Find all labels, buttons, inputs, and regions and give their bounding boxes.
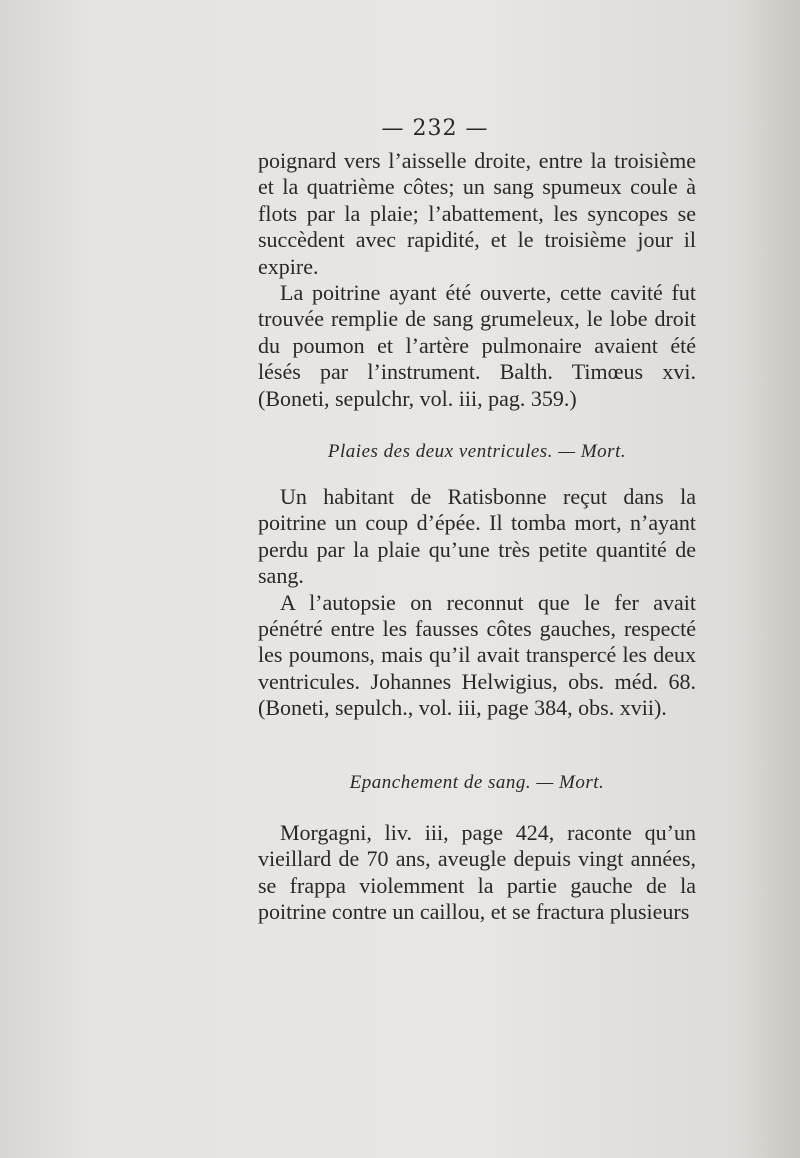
text-block-top xyxy=(258,148,696,412)
paragraph: Morgagni, liv. iii, page 424, raconte qu’un vieillard de 70 ans, aveugle depuis vingt années, se frappa violemment la partie gauche de la poitrine contre un caillou, et se fractura plusieurs xyxy=(258,820,696,925)
paragraph: poignard vers l’aisselle droite, entre la troisième et la quatrième côtes; un sang spumeux coule à flots par la plaie; l’abattement, les syncopes se succèdent avec rapidité, et le troisième jour il expire. xyxy=(258,148,696,279)
section-heading: Plaies des deux ventricules. — Mort. xyxy=(327,441,627,462)
page-number: — 232 — xyxy=(381,116,489,141)
paragraph: A l’autopsie on reconnut que le fer avait pénétré entre les fausses côtes gauches, respecté les poumons, mais qu’il avait transpercé les deux ventricules. Johannes Helwigius, obs. méd. 68. (Boneti, sepulch., vol. iii, page 384, obs. xvii). xyxy=(258,589,696,721)
section-heading: Epanchement de sang. — Mort. xyxy=(349,772,605,793)
text-block-bottom xyxy=(258,820,696,926)
paragraph: Un habitant de Ratisbonne reçut dans la poitrine un coup d’épée. Il tomba mort, n’ayant perdu par la plaie qu’une très petite quantité de sang. xyxy=(258,484,696,589)
paragraph: La poitrine ayant été ouverte, cette cavité fut trouvée remplie de sang grumeleux, le lobe droit du poumon et l’artère pulmonaire avaient été lésés par l’instrument. Balth. Timœus xvi. (Boneti, sepulchr, vol. iii, pag. 359.) xyxy=(258,280,696,411)
text-block-middle xyxy=(258,484,696,722)
